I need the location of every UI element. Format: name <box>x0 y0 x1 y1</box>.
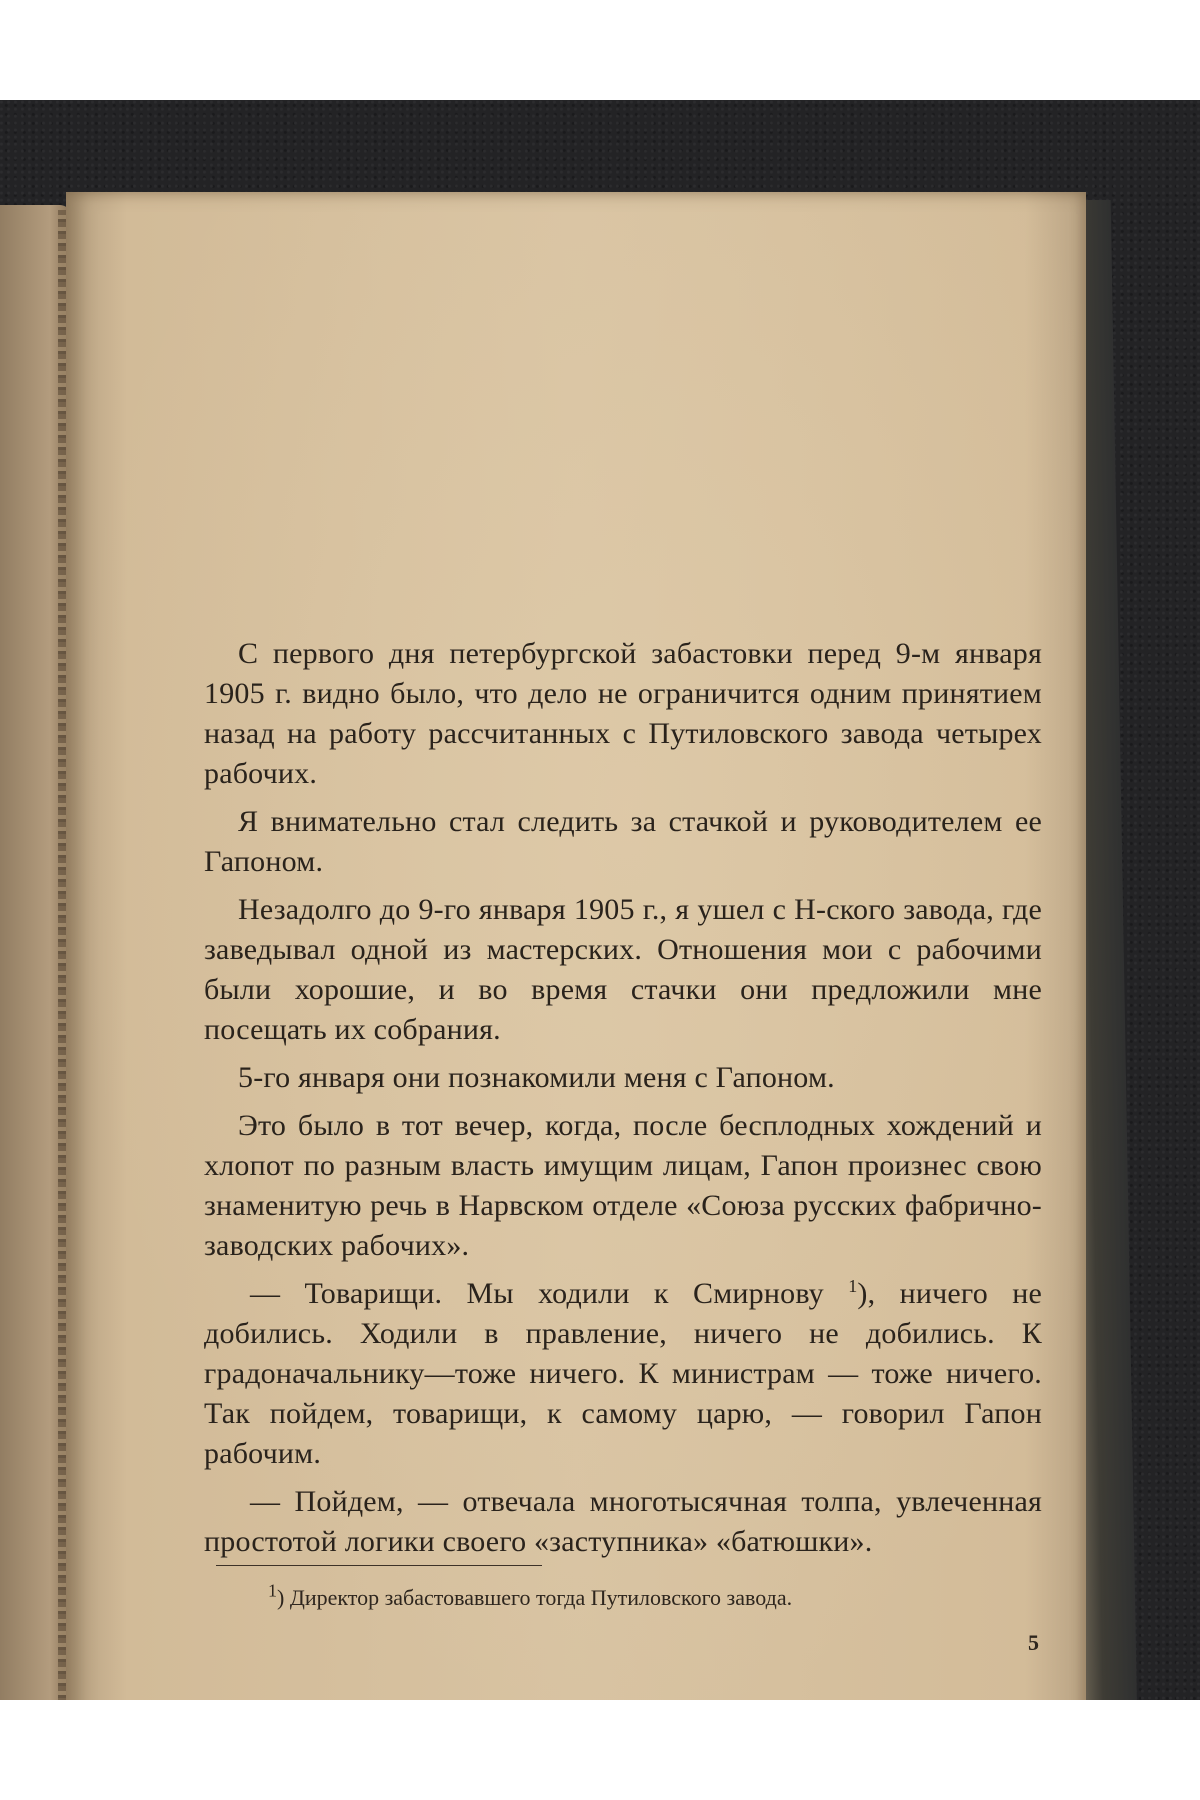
footnote-text: ) Директор забастовавшего тогда Путиловского завода. <box>277 1585 793 1610</box>
footnote-reference: 1 <box>848 1276 858 1296</box>
paragraph-following-gapon: Я внимательно стал следить за стачкой и руководителем ее Гапоном. <box>204 805 1042 878</box>
paragraph-crowd-reply: — Пойдем, — отвечала многотысячная толпа, увлеченная простотой логики своего «заступника» «батюшки». <box>204 1485 1042 1558</box>
page-number: 5 <box>1028 1630 1039 1655</box>
speech-text-after-note: ), ничего не добились. Ходили в правление, ничего не добились. К градоначальнику—тоже ничего. К министрам — тоже ничего. Так пойдем, товарищи, к самому царю, — говорил Гапон рабочим. <box>204 1277 1042 1470</box>
book-page <box>66 192 1086 1700</box>
paragraph-gapon-speech <box>204 1274 1042 1474</box>
footnote <box>268 1580 1068 1612</box>
paragraph-leaving-factory: Незадолго до 9-го января 1905 г., я ушел с Н-ского завода, где заведывал одной из мастерских. Отношения мои с рабочими были хорошие, и во время стачки они предложили мне посещать их собрания. <box>204 893 1042 1046</box>
paragraph-strike-start: С первого дня петербургской забастовки перед 9-м января 1905 г. видно было, что дело не ограничится одним принятием назад на работу рассчитанных с Путиловского завода четырех рабочих. <box>204 637 1042 790</box>
paragraph-meeting-gapon: 5-го января они познакомили меня с Гапоном. <box>238 1061 835 1094</box>
paragraph-narva-speech: Это было в тот вечер, когда, после бесплодных хождений и хлопот по разным власть имущим лицам, Гапон произнес свою знаменитую речь в Нарвском отделе «Союза русских фабрично-заводских рабочих». <box>204 1109 1042 1262</box>
book-photo <box>0 100 1200 1700</box>
speech-text-before-note: — Товарищи. Мы ходили к Смирнову <box>250 1277 849 1310</box>
binding-thread <box>58 210 66 1700</box>
footnote-divider <box>216 1565 542 1566</box>
footnote-marker: 1 <box>268 1580 277 1601</box>
page-text <box>204 634 1042 1570</box>
